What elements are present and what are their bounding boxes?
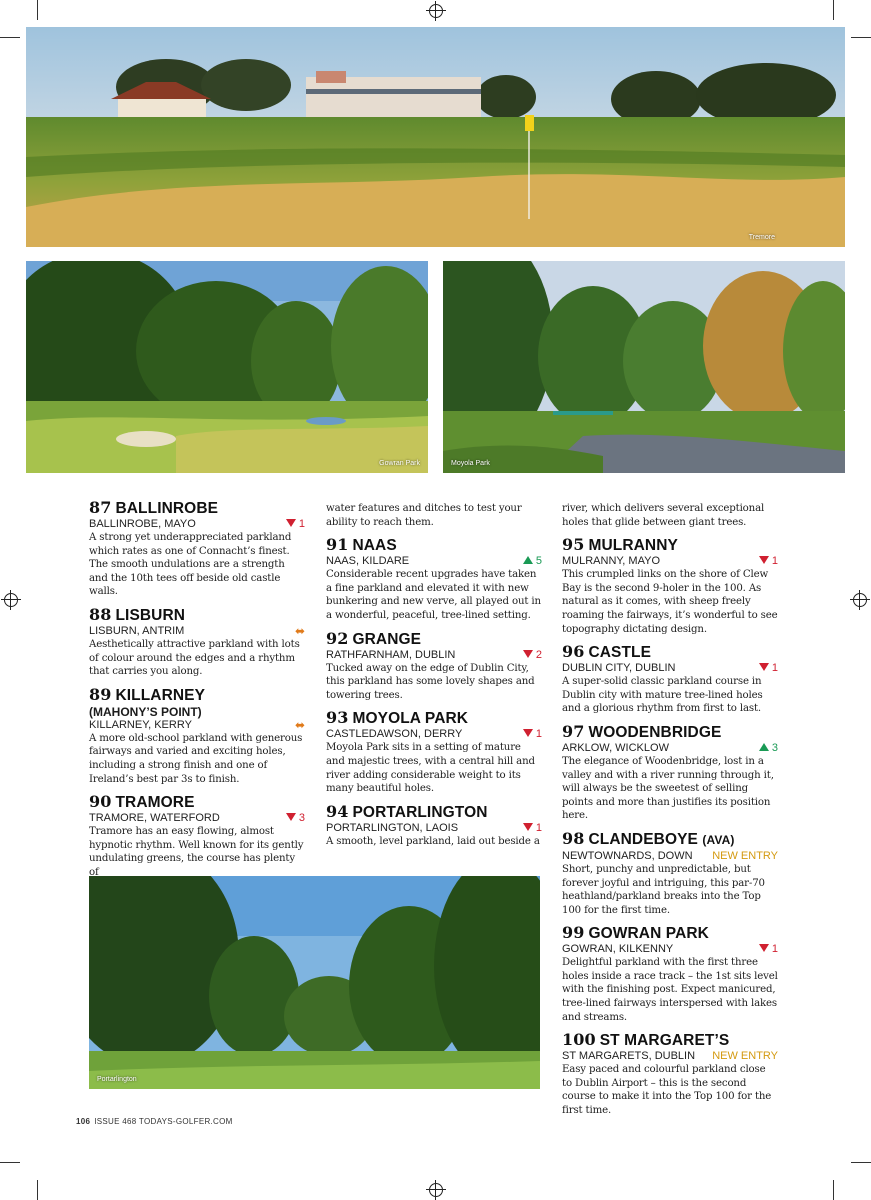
entry-heading: 97 WOODENBRIDGE xyxy=(562,721,722,741)
entry-location: RATHFARNHAM, DUBLIN xyxy=(326,648,456,661)
entry-92 xyxy=(326,629,542,703)
entry-description: Tucked away on the edge of Dublin City, this parkland has some lovely shapes and towering trees. xyxy=(326,662,535,701)
entry-description: river, which delivers several exceptional holes that glide between giant trees. xyxy=(562,503,765,528)
entry-description: Delightful parkland with the first three holes inside a race track – the 1st sits level with the finishing post. Expect manicured, tree-lined fairways interspersed with lakes and streams. xyxy=(562,957,778,1023)
website: TODAYS-GOLFER.COM xyxy=(138,1117,233,1126)
registration-mark-icon xyxy=(429,4,443,18)
entry-89 xyxy=(89,685,305,786)
movement-down-indicator: 1 xyxy=(759,555,778,568)
entry-99 xyxy=(562,923,778,1024)
crop-mark xyxy=(0,1162,20,1163)
entry-location: DUBLIN CITY, DUBLIN xyxy=(562,662,676,675)
photo-caption: Moyola Park xyxy=(451,460,490,467)
registration-mark-icon xyxy=(4,593,18,607)
entry-location: MULRANNY, MAYO xyxy=(562,555,661,568)
crop-mark xyxy=(0,37,20,38)
down-arrow-icon xyxy=(759,663,769,671)
entry-location: BALLINROBE, MAYO xyxy=(89,518,196,530)
column-3 xyxy=(562,502,778,1124)
crop-mark xyxy=(37,1180,38,1200)
entry-location: NAAS, KILDARE xyxy=(326,555,410,568)
entry-heading: 96 CASTLE xyxy=(562,642,652,662)
entry-location: LISBURN, ANTRIM xyxy=(89,624,185,637)
entry-94 xyxy=(326,802,542,849)
entry-96 xyxy=(562,642,778,716)
entry-98 xyxy=(562,829,778,917)
down-arrow-icon xyxy=(523,729,533,737)
entry-94-continued xyxy=(562,502,778,529)
movement-down-indicator: 1 xyxy=(286,518,305,531)
entry-heading: 99 GOWRAN PARK xyxy=(562,923,709,943)
movement-down-indicator: 2 xyxy=(523,649,542,662)
down-arrow-icon xyxy=(759,944,769,952)
photo-caption: Tremore xyxy=(748,234,775,241)
page-number: 106 xyxy=(76,1117,91,1126)
entry-90 xyxy=(89,792,305,879)
entry-93 xyxy=(326,708,542,795)
entry-location: PORTARLINGTON, LAOIS xyxy=(326,821,459,834)
down-arrow-icon xyxy=(286,813,296,821)
up-arrow-icon xyxy=(523,556,533,564)
movement-up-indicator: 3 xyxy=(759,742,778,755)
entry-88 xyxy=(89,605,305,679)
entry-description: Aesthetically attractive parkland with lots of colour around the edges and a rhythm that carries you along. xyxy=(89,638,300,678)
entry-location: TRAMORE, WATERFORD xyxy=(89,812,220,825)
photo-caption: Portarlington xyxy=(97,1076,137,1083)
movement-down-indicator: 1 xyxy=(759,943,778,956)
entry-description: A more old-school parkland with generous fairways and varied and exciting holes, including a strong finish and one of Ireland’s best par 3s to finish. xyxy=(89,732,303,785)
down-arrow-icon xyxy=(759,556,769,564)
entry-heading: 100 ST MARGARET’S xyxy=(562,1030,730,1050)
entry-95 xyxy=(562,535,778,636)
entry-heading: 90 TRAMORE xyxy=(89,792,195,812)
entry-location: CASTLEDAWSON, DERRY xyxy=(326,728,463,741)
up-arrow-icon xyxy=(759,743,769,751)
entry-description: This crumpled links on the shore of Clew Bay is the second 9-holer in the 100. As natural as it comes, with sheep freely roaming the fairways, it’s wonderful to see topography dictating design. xyxy=(562,569,778,635)
entry-heading: 87 BALLINROBE xyxy=(89,498,219,517)
entry-heading: 98 CLANDEBOYE (AVA) xyxy=(562,828,735,848)
movement-down-indicator: 1 xyxy=(523,728,542,741)
crop-mark xyxy=(833,1180,834,1200)
movement-down-indicator: 1 xyxy=(759,662,778,675)
down-arrow-icon xyxy=(523,823,533,831)
entry-91 xyxy=(326,535,542,622)
entry-90-continued xyxy=(326,502,542,529)
entry-subheading: (MAHONY’S POINT) xyxy=(89,704,202,719)
entry-description: A super-solid classic parkland course in Dublin city with mature tree-lined holes and a glorious rhythm from first to last. xyxy=(562,676,763,715)
photo-tramore xyxy=(26,27,845,247)
entry-description: A smooth, level parkland, laid out beside a xyxy=(326,835,540,847)
entry-description: Moyola Park sits in a setting of mature and majestic trees, with a central hill and river adding considerable weight to its many beautiful holes. xyxy=(326,742,535,795)
entry-description: water features and ditches to test your ability to reach them. xyxy=(326,503,522,528)
entry-location: ARKLOW, WICKLOW xyxy=(562,741,669,754)
new-entry-badge: NEW ENTRY xyxy=(712,849,778,862)
entry-heading: 93 MOYOLA PARK xyxy=(326,708,469,728)
entry-100 xyxy=(562,1030,778,1117)
crop-mark xyxy=(851,37,871,38)
entry-location: NEWTOWNARDS, DOWN xyxy=(562,849,693,862)
entry-description: Easy paced and colourful parkland close to Dublin Airport – this is the second course to make it into the Top 100 for the first time. xyxy=(562,1064,772,1117)
photo-caption: Gowran Park xyxy=(379,460,420,467)
entry-heading: 91 NAAS xyxy=(326,535,397,555)
entry-description: Tramore has an easy flowing, almost hypnotic rhythm. Well known for its gently undulating greens, the course has plenty of xyxy=(89,826,304,878)
column-1 xyxy=(89,498,305,886)
crop-mark xyxy=(833,0,834,20)
entry-description: A strong yet underappreciated parkland which rates as one of Connacht’s finest. The smooth undulations are a strength and the 10th tees off beside old castle walls. xyxy=(89,532,292,598)
movement-down-indicator: 1 xyxy=(523,822,542,835)
registration-mark-icon xyxy=(853,593,867,607)
entry-heading: 88 LISBURN xyxy=(89,604,186,624)
entry-heading: 94 PORTARLINGTON xyxy=(326,801,488,821)
entry-heading: 95 MULRANNY xyxy=(562,535,678,555)
entry-description: Short, punchy and unpredictable, but forever joyful and intriguing, this par-70 heathland/parkland breaks into the Top 100 for the first time. xyxy=(562,863,765,916)
new-entry-badge: NEW ENTRY xyxy=(712,1050,778,1063)
entry-heading: 92 GRANGE xyxy=(326,628,422,648)
page-footer xyxy=(76,1117,233,1126)
crop-mark xyxy=(37,0,38,20)
down-arrow-icon xyxy=(286,519,296,527)
registration-mark-icon xyxy=(429,1183,443,1197)
entry-97 xyxy=(562,722,778,823)
movement-down-indicator: 3 xyxy=(286,812,305,825)
crop-mark xyxy=(851,1162,871,1163)
entry-location: GOWRAN, KILKENNY xyxy=(562,943,674,956)
no-change-arrow-icon: ⬌ xyxy=(294,717,305,732)
entry-heading: 89 KILLARNEY xyxy=(89,684,206,704)
entry-description: The elegance of Woodenbridge, lost in a valley and with a river running through it, will always be the sweetest of selling points and more than justifies its position here. xyxy=(562,755,774,822)
photo-portarlington xyxy=(89,876,540,1089)
movement-up-indicator: 5 xyxy=(523,555,542,568)
photo-gowran-park xyxy=(26,261,428,473)
down-arrow-icon xyxy=(523,650,533,658)
column-2 xyxy=(326,502,542,854)
entry-location: KILLARNEY, KERRY xyxy=(89,718,192,731)
photo-moyola-park xyxy=(443,261,845,473)
entry-description: Considerable recent upgrades have taken a fine parkland and elevated it with new bunkering and new verve, all played out in a wonderful, peaceful, tree-lined setting. xyxy=(326,569,541,621)
entry-location: ST MARGARETS, DUBLIN xyxy=(562,1050,696,1063)
entry-87 xyxy=(89,498,305,599)
issue-number: ISSUE 468 xyxy=(94,1117,137,1126)
no-change-arrow-icon: ⬌ xyxy=(294,623,305,638)
